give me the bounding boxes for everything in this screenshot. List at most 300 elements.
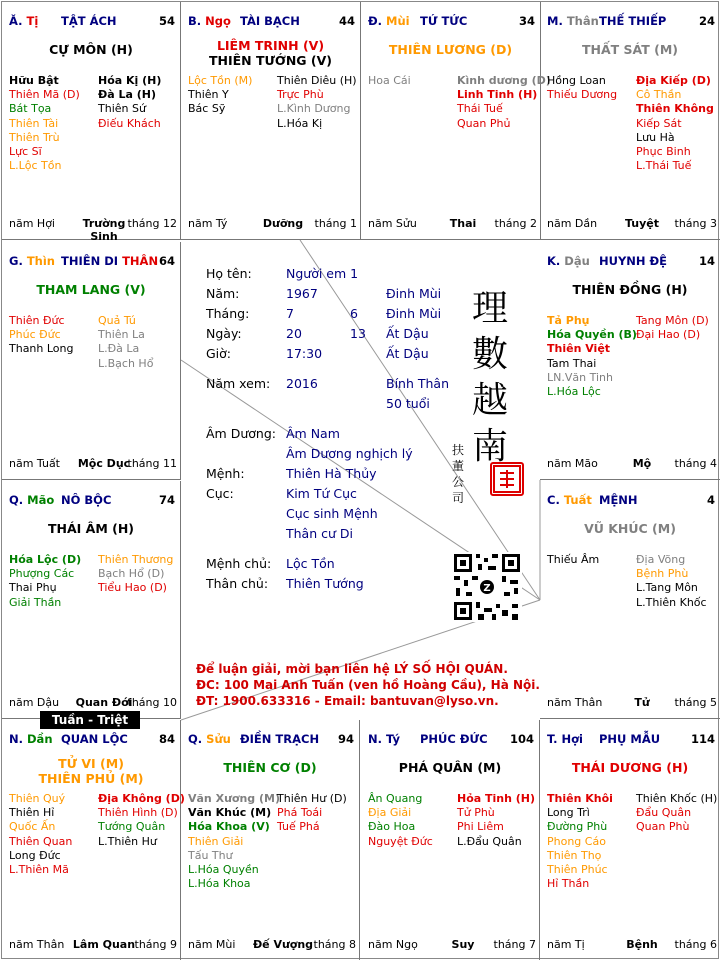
palace-name xyxy=(599,254,667,268)
position-letter: Q. xyxy=(188,732,203,746)
than-chu-value: Thiên Tướng xyxy=(286,576,364,591)
footer-year: năm Tuất xyxy=(9,457,60,470)
logo-char: 理 xyxy=(472,288,509,329)
left-stars-column xyxy=(9,74,80,173)
position-letter: N. xyxy=(9,732,23,746)
star-item: L.Thiên Khốc xyxy=(636,595,707,609)
star-item: Bát Tọa xyxy=(9,102,52,116)
star-item: Thiên Phúc xyxy=(547,862,608,876)
logo-char: 南 xyxy=(472,426,509,467)
star-item: Thiên Hình (D) xyxy=(98,806,178,820)
footer-year: năm Thân xyxy=(9,938,65,951)
main-star: THIÊN LƯƠNG (D) xyxy=(388,42,513,57)
star-item: Văn Khúc (M) xyxy=(188,806,272,820)
star-item: Địa Không (D) xyxy=(98,792,185,805)
star-item: Phong Cáo xyxy=(547,834,606,848)
star-item: Thiên Hỉ xyxy=(9,806,55,820)
footer-stage: Thai xyxy=(449,217,477,230)
footer-year: năm Sửu xyxy=(368,217,417,230)
palace-position xyxy=(188,732,231,746)
right-stars-column xyxy=(636,792,717,835)
star-item: Quan Phù xyxy=(636,820,690,834)
menh-value: Thiên Hà Thủy xyxy=(286,466,377,481)
star-item: Thiên Thương xyxy=(98,553,174,566)
main-stars xyxy=(181,760,359,775)
palace-cell-mao[interactable] xyxy=(2,481,181,719)
day-label: Ngày: xyxy=(206,326,242,341)
star-item: Thiên Khôi xyxy=(547,792,613,805)
star-item: Long Đức xyxy=(9,848,61,862)
right-stars-column xyxy=(98,74,161,131)
branch-name: Sửu xyxy=(206,732,231,746)
star-item: Tiểu Hao (D) xyxy=(98,581,167,595)
star-item: Hóa Quyền (B) xyxy=(547,328,637,342)
footer-month: tháng 5 xyxy=(674,696,717,709)
star-item: Thiên Trù xyxy=(9,130,60,144)
star-item: Quan Phủ xyxy=(457,116,511,130)
star-item: Thanh Long xyxy=(9,342,74,356)
contact-address: ĐC: 100 Mai Anh Tuấn (ven hồ Hoàng Cầu), Hà Nội. xyxy=(196,678,540,692)
star-item: L.Hóa Quyền xyxy=(188,862,259,876)
position-letter: K. xyxy=(547,254,561,268)
palace-position xyxy=(9,493,54,507)
footer-stage: Tử xyxy=(634,696,650,709)
palace-number: 94 xyxy=(337,732,354,746)
star-item: Hoa Cái xyxy=(368,74,411,87)
view-year-label: Năm xem: xyxy=(206,376,271,391)
footer-month: tháng 1 xyxy=(314,217,357,230)
star-item: L.Lộc Tồn xyxy=(9,159,62,173)
view-year-value: 2016 xyxy=(286,376,318,391)
palace-cell-ti[interactable] xyxy=(2,2,181,243)
star-item: Thiên Mã (D) xyxy=(9,88,80,102)
contact-line-1: Để luận giải, mời bạn liên hệ LÝ SỐ HỘI QUÁN. xyxy=(196,662,508,676)
star-item: L.Bạch Hổ xyxy=(98,356,154,370)
footer-month: tháng 4 xyxy=(674,457,717,470)
palace-position xyxy=(547,254,590,268)
star-item: Kiếp Sát xyxy=(636,116,682,130)
main-stars xyxy=(540,521,720,536)
star-item: L.Tang Môn xyxy=(636,581,698,595)
star-item: Hữu Bật xyxy=(9,74,59,87)
star-item: Bệnh Phù xyxy=(636,567,689,581)
star-item: Đẩu Quân xyxy=(636,806,692,820)
footer-month: tháng 6 xyxy=(674,938,717,951)
star-item: Trực Phù xyxy=(277,88,324,102)
svg-text:Z: Z xyxy=(483,583,491,594)
palace-name xyxy=(61,493,111,507)
palace-position xyxy=(188,14,231,28)
branch-name: Thân xyxy=(566,14,599,28)
palace-cell-than[interactable] xyxy=(540,2,720,240)
palace-footer xyxy=(547,457,717,471)
main-stars xyxy=(2,756,180,786)
month-canchi: Đinh Mùi xyxy=(386,306,442,321)
star-item: Hóa Lộc (D) xyxy=(9,553,82,566)
palace-header xyxy=(368,732,534,746)
palace-footer xyxy=(9,217,177,243)
qr-code-icon[interactable] xyxy=(452,552,522,622)
left-stars-column xyxy=(547,792,613,891)
palace-number: 84 xyxy=(158,732,175,746)
star-item: Thiếu Âm xyxy=(547,553,600,566)
star-item: Phượng Các xyxy=(9,567,75,581)
footer-month: tháng 8 xyxy=(313,938,356,951)
footer-year: năm Ngọ xyxy=(368,938,418,951)
palace-footer xyxy=(9,457,177,471)
year-label: Năm: xyxy=(206,286,240,301)
main-stars xyxy=(181,38,360,68)
palace-footer xyxy=(368,217,537,231)
footer-month: tháng 9 xyxy=(134,938,177,951)
star-item: Thiên La xyxy=(98,328,145,342)
position-letter: G. xyxy=(9,254,23,268)
day-canchi: Ất Dậu xyxy=(386,326,429,341)
left-stars-column xyxy=(188,74,252,117)
footer-year: năm Tý xyxy=(188,217,228,230)
star-item: Thai Phụ xyxy=(9,581,57,595)
star-item: Tử Phù xyxy=(457,806,495,820)
footer-month: tháng 2 xyxy=(494,217,537,230)
palace-header xyxy=(547,493,715,507)
position-letter: B. xyxy=(188,14,202,28)
main-star: LIÊM TRINH (V) xyxy=(216,38,325,53)
branch-name: Thìn xyxy=(26,254,55,268)
footer-month: tháng 11 xyxy=(127,457,177,470)
palace-number: 34 xyxy=(518,14,535,28)
star-item: Hóa Kị (H) xyxy=(98,74,162,87)
palace-title: TẬT ÁCH xyxy=(61,14,117,28)
star-item: Giải Thần xyxy=(9,595,62,609)
star-item: Thiên Quan xyxy=(9,834,73,848)
position-letter: N. xyxy=(368,732,382,746)
footer-month: tháng 7 xyxy=(493,938,536,951)
palace-cell-tuat[interactable] xyxy=(540,481,720,719)
footer-year: năm Mùi xyxy=(188,938,236,951)
day-lunar: 13 xyxy=(350,326,366,341)
palace-title: ĐIỀN TRẠCH xyxy=(240,732,320,746)
right-stars-column xyxy=(98,314,153,371)
main-stars xyxy=(2,521,180,536)
star-item: Thiên Giải xyxy=(188,834,244,848)
main-star: THIÊN CƠ (D) xyxy=(223,760,317,775)
palace-title: QUAN LỘC xyxy=(61,732,128,746)
view-year-canchi: Bính Thân xyxy=(386,376,450,391)
star-item: Thiên Hư (D) xyxy=(277,792,347,805)
menh-label: Mệnh: xyxy=(206,466,245,481)
footer-month: tháng 10 xyxy=(127,696,177,709)
star-item: Phi Liêm xyxy=(457,820,504,834)
star-item: Bác Sỹ xyxy=(188,102,226,116)
left-stars-column xyxy=(9,792,72,877)
footer-year: năm Mão xyxy=(547,457,598,470)
palace-header xyxy=(9,493,175,507)
palace-cell-dan[interactable] xyxy=(2,720,185,960)
hour-value: 17:30 xyxy=(286,346,323,361)
footer-stage: Trường Sinh xyxy=(82,217,126,243)
star-item: L.Thiên Hư xyxy=(98,834,157,848)
star-item: Thiên Không xyxy=(636,102,714,116)
palace-name xyxy=(61,732,128,746)
palace-footer xyxy=(188,938,356,952)
logo-side-char: 董 xyxy=(452,459,465,473)
contact-phone-email[interactable]: ĐT: 1900.633316 - Email: bantuvan@lyso.vn. xyxy=(196,694,499,708)
logo-side-text xyxy=(452,442,466,506)
star-item: L.Hóa Khoa xyxy=(188,877,251,891)
cuc-value: Kim Tứ Cục xyxy=(286,486,357,501)
palace-title: HUYNH ĐỆ xyxy=(599,254,668,268)
than-cu-note: Thân cư Di xyxy=(286,526,353,541)
star-item: Phá Toái xyxy=(277,806,323,820)
star-item: Thiên Khốc (H) xyxy=(636,792,718,805)
palace-footer xyxy=(9,696,177,710)
amduong-note: Âm Dương nghịch lý xyxy=(286,446,413,461)
palace-number: 104 xyxy=(509,732,534,746)
left-stars-column xyxy=(368,74,411,88)
palace-position xyxy=(547,732,583,746)
star-item: Thiên Tài xyxy=(9,116,59,130)
palace-position xyxy=(368,14,410,28)
name-value: Người em 1 xyxy=(286,266,359,281)
position-letter: Đ. xyxy=(368,14,383,28)
branch-name: Ngọ xyxy=(205,14,231,28)
palace-title: TÀI BẠCH xyxy=(240,14,300,28)
palace-number: 64 xyxy=(158,254,175,268)
star-item: Hỏa Tinh (H) xyxy=(457,792,536,805)
branch-name: Dậu xyxy=(564,254,590,268)
palace-footer xyxy=(547,938,717,952)
name-label: Họ tên: xyxy=(206,266,252,281)
footer-year: năm Hợi xyxy=(9,217,55,230)
month-lunar: 6 xyxy=(350,306,358,321)
star-item: Cô Thần xyxy=(636,88,682,102)
main-stars xyxy=(2,282,180,297)
left-stars-column xyxy=(9,314,74,357)
age-value: 50 tuổi xyxy=(386,396,430,411)
star-item: Thiên Đức xyxy=(9,314,65,327)
star-item: L.Hóa Lộc xyxy=(547,384,601,398)
main-star: THAM LANG (V) xyxy=(36,282,146,297)
right-stars-column xyxy=(457,792,535,849)
footer-month: tháng 12 xyxy=(127,217,177,230)
left-stars-column xyxy=(188,792,280,891)
footer-year: năm Dậu xyxy=(9,696,60,709)
right-stars-column xyxy=(636,314,709,342)
left-stars-column xyxy=(547,314,637,399)
star-item: Thiên Diêu (H) xyxy=(277,74,357,87)
star-item: LN.Văn Tinh xyxy=(547,370,613,384)
menh-chu-value: Lộc Tồn xyxy=(286,556,335,571)
star-item: Hóa Khoa (V) xyxy=(188,820,270,834)
palace-name xyxy=(61,254,158,268)
palace-cell-hoi[interactable] xyxy=(540,720,720,960)
palace-name xyxy=(240,732,319,746)
star-item: Thiên Việt xyxy=(547,342,611,356)
footer-stage: Đế Vượng xyxy=(252,938,314,951)
palace-header xyxy=(188,732,354,746)
star-item: Lực Sĩ xyxy=(9,144,42,158)
star-item: Tuế Phá xyxy=(277,820,320,834)
year-value: 1967 xyxy=(286,286,318,301)
palace-footer xyxy=(547,696,717,710)
star-item: Thiên Thọ xyxy=(547,848,602,862)
star-item: Lưu Hà xyxy=(636,130,675,144)
year-canchi: Đinh Mùi xyxy=(386,286,442,301)
star-item: Phục Binh xyxy=(636,144,691,158)
star-item: L.Hóa Kị xyxy=(277,116,323,130)
logo-side-char: 扶 xyxy=(452,443,465,457)
star-item: Văn Xương (M) xyxy=(188,792,281,805)
footer-stage: Lâm Quan xyxy=(72,938,136,951)
left-stars-column xyxy=(547,553,599,567)
center-info-panel xyxy=(182,242,540,720)
palace-cell-ngo[interactable] xyxy=(181,2,361,240)
palace-title: PHỤ MẪU xyxy=(599,732,661,746)
branch-name: Hợi xyxy=(561,732,583,746)
palace-number: 14 xyxy=(698,254,715,268)
position-letter: M. xyxy=(547,14,563,28)
main-star: THIÊN PHỦ (M) xyxy=(38,771,144,786)
main-star: PHÁ QUÂN (M) xyxy=(398,760,502,775)
palace-position xyxy=(547,493,592,507)
month-value: 7 xyxy=(286,306,294,321)
star-item: Hồng Loan xyxy=(547,74,606,87)
hour-canchi: Ất Dậu xyxy=(386,346,429,361)
palace-number: 24 xyxy=(698,14,715,28)
main-star: THIÊN ĐỒNG (H) xyxy=(572,282,688,297)
palace-title: THIÊN DI xyxy=(61,254,119,268)
branch-name: Mão xyxy=(27,493,55,507)
seal-icon xyxy=(492,464,522,494)
star-item: Tang Môn (D) xyxy=(636,314,709,327)
logo-char: 越 xyxy=(472,380,509,421)
footer-year: năm Thân xyxy=(547,696,603,709)
palace-name xyxy=(599,732,660,746)
palace-number: 44 xyxy=(338,14,355,28)
star-item: Quốc Ấn xyxy=(9,820,56,834)
star-item: Đại Hao (D) xyxy=(636,328,701,342)
palace-name xyxy=(240,14,300,28)
star-item: Thiếu Dương xyxy=(547,88,618,102)
star-item: Tấu Thư xyxy=(188,848,233,862)
position-letter: Ă. xyxy=(9,14,23,28)
palace-cell-suu[interactable] xyxy=(181,720,360,960)
branch-name: Tý xyxy=(386,732,400,746)
palace-name xyxy=(420,14,467,28)
palace-number: 74 xyxy=(158,493,175,507)
palace-footer xyxy=(188,217,357,231)
main-stars xyxy=(540,282,720,297)
footer-stage: Tuyệt xyxy=(624,217,659,230)
star-item: Lộc Tồn (M) xyxy=(188,74,253,87)
palace-header xyxy=(9,254,175,268)
than-marker: THÂN xyxy=(122,254,159,268)
palace-cell-thin[interactable] xyxy=(2,242,181,480)
right-stars-column xyxy=(636,553,707,610)
footer-stage: Mộ xyxy=(632,457,652,470)
star-item: Địa Giải xyxy=(368,806,412,820)
palace-footer xyxy=(547,217,717,231)
position-letter: T. xyxy=(547,732,558,746)
footer-stage: Suy xyxy=(451,938,475,951)
red-seal-stamp xyxy=(490,462,524,496)
star-item: Linh Tinh (H) xyxy=(457,88,538,102)
branch-name: Dần xyxy=(27,732,53,746)
palace-name xyxy=(599,493,638,507)
star-item: Quả Tú xyxy=(98,314,136,327)
star-item: Địa Kiếp (D) xyxy=(636,74,711,87)
amduong-value: Âm Nam xyxy=(286,426,340,441)
star-item: Địa Võng xyxy=(636,553,686,566)
left-stars-column xyxy=(547,74,617,102)
right-stars-column xyxy=(277,74,357,131)
palace-header xyxy=(368,14,535,28)
palace-title: TỨ TỨC xyxy=(420,14,468,28)
left-stars-column xyxy=(368,792,433,849)
branch-name: Tị xyxy=(26,14,39,28)
palace-header xyxy=(188,14,355,28)
position-letter: Q. xyxy=(9,493,24,507)
star-item: Nguyệt Đức xyxy=(368,834,433,848)
palace-footer xyxy=(368,938,536,952)
star-item: Đào Hoa xyxy=(368,820,416,834)
star-item: Đường Phù xyxy=(547,820,608,834)
main-stars xyxy=(361,42,540,57)
star-item: Tam Thai xyxy=(547,356,597,370)
hour-label: Giờ: xyxy=(206,346,232,361)
star-item: L.Đà La xyxy=(98,342,140,356)
palace-position xyxy=(9,14,38,28)
left-stars-column xyxy=(9,553,81,610)
star-item: Đà La (H) xyxy=(98,88,156,102)
star-item: L.Thái Tuế xyxy=(636,159,692,173)
star-item: Hỉ Thần xyxy=(547,877,590,891)
amduong-label: Âm Dương: xyxy=(206,426,276,441)
main-stars xyxy=(2,42,180,57)
palace-footer xyxy=(9,938,177,952)
palace-cell-ty[interactable] xyxy=(361,720,540,960)
right-stars-column xyxy=(98,553,173,596)
footer-stage: Bệnh xyxy=(626,938,658,951)
right-stars-column xyxy=(636,74,714,173)
star-item: L.Đẩu Quân xyxy=(457,834,522,848)
than-chu-label: Thân chủ: xyxy=(206,576,269,591)
star-item: Tả Phụ xyxy=(547,314,590,327)
palace-name xyxy=(61,14,117,28)
palace-cell-dau[interactable] xyxy=(540,242,720,480)
star-item: Thiên Sứ xyxy=(98,102,146,116)
palace-number: 4 xyxy=(706,493,715,507)
footer-year: năm Tị xyxy=(547,938,585,951)
main-star: THÁI ÂM (H) xyxy=(47,521,135,536)
right-stars-column xyxy=(277,792,347,835)
main-star: THÁI DƯƠNG (H) xyxy=(571,760,689,775)
menh-chu-label: Mệnh chủ: xyxy=(206,556,272,571)
main-stars xyxy=(361,760,539,775)
palace-name xyxy=(599,14,666,28)
palace-title: PHÚC ĐỨC xyxy=(420,732,488,746)
main-star: TỬ VI (M) xyxy=(58,756,124,771)
month-label: Tháng: xyxy=(206,306,250,321)
star-item: Bạch Hổ (D) xyxy=(98,567,165,581)
footer-stage: Quan Đới xyxy=(75,696,133,709)
palace-header xyxy=(547,732,715,746)
cuc-label: Cục: xyxy=(206,486,234,501)
palace-cell-mui[interactable] xyxy=(361,2,551,240)
footer-year: năm Dần xyxy=(547,217,598,230)
palace-header xyxy=(9,732,175,746)
main-star: THIÊN TƯỚNG (V) xyxy=(208,53,333,68)
